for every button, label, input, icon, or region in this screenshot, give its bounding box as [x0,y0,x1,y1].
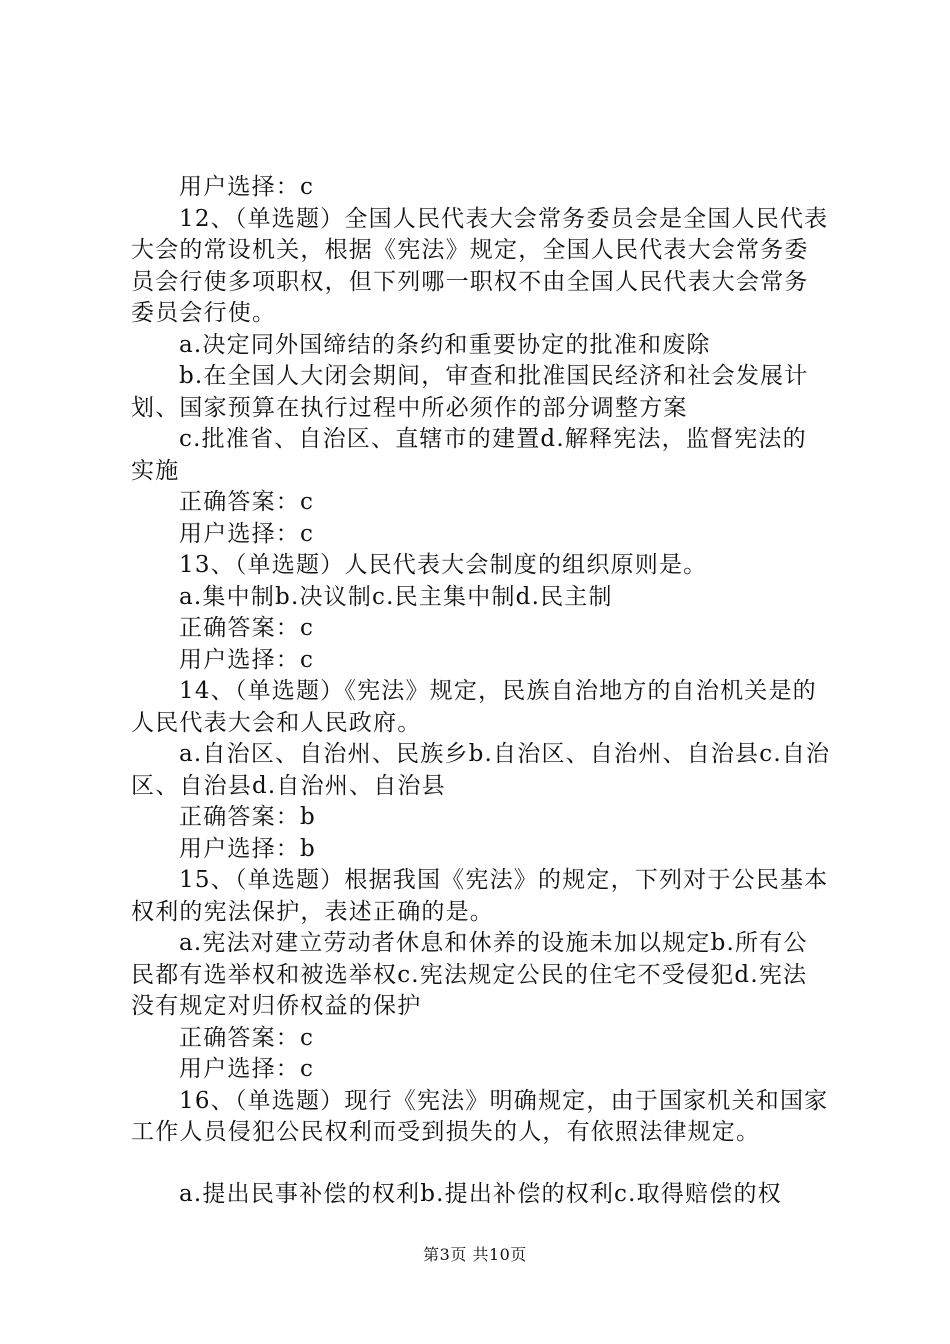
question-12: 12、（单选题）全国人民代表大会常务委员会是全国人民代表大会的常设机关，根据《宪法》规定，全国人民代表大会常务委员会行使多项职权，但下列哪一职权不由全国人民代表大会常务委员会行使。 [131,205,829,326]
user-choice-line: 用户选择：c [179,520,315,547]
user-choice-line: 用户选择：c [179,174,315,200]
option-line: b.在全国人大闭会期间，审查和批准国民经济和社会发展计划、国家预算在执行过程中所必须作的部分调整方案 [131,363,809,421]
question-13: 13、（单选题）人民代表大会制度的组织原则是。 [179,552,708,578]
option-line: a.集中制b.决议制c.民主集中制d.民主制 [179,583,613,610]
user-choice-line: 用户选择：c [179,646,315,673]
question-16: 16、（单选题）现行《宪法》明确规定，由于国家机关和国家工作人员侵犯公民权利而受到损失的人，有依照法律规定。 [131,1087,829,1145]
option-line: a.提出民事补偿的权利b.提出补偿的权利c.取得赔偿的权 [179,1180,782,1207]
question-14: 14、（单选题）《宪法》规定，民族自治地方的自治机关是的人民代表大会和人民政府。 [131,678,817,736]
option-line: a.决定同外国缔结的条约和重要协定的批准和废除 [179,331,711,358]
option-line: c.批准省、自治区、直辖市的建置d.解释宪法，监督宪法的实施 [131,426,807,484]
document-body [131,172,831,1210]
correct-answer-line: 正确答案：b [179,804,316,830]
correct-answer-line: 正确答案：c [179,489,315,515]
correct-answer-line: 正确答案：c [179,1024,315,1051]
option-line: a.宪法对建立劳动者休息和休养的设施未加以规定b.所有公民都有选举权和被选举权c.宪法规定公民的住宅不受侵犯d.宪法没有规定对归侨权益的保护 [131,930,808,1019]
page-number-footer: 第3页 共10页 [423,1245,527,1264]
correct-answer-line: 正确答案：c [179,615,315,641]
user-choice-line: 用户选择：c [179,1056,315,1082]
question-15: 15、（单选题）根据我国《宪法》的规定，下列对于公民基本权利的宪法保护，表述正确的是。 [131,867,829,925]
user-choice-line: 用户选择：b [179,835,316,862]
option-line: a.自治区、自治州、民族乡b.自治区、自治州、自治县c.自治区、自治县d.自治州、自治县 [131,741,831,799]
